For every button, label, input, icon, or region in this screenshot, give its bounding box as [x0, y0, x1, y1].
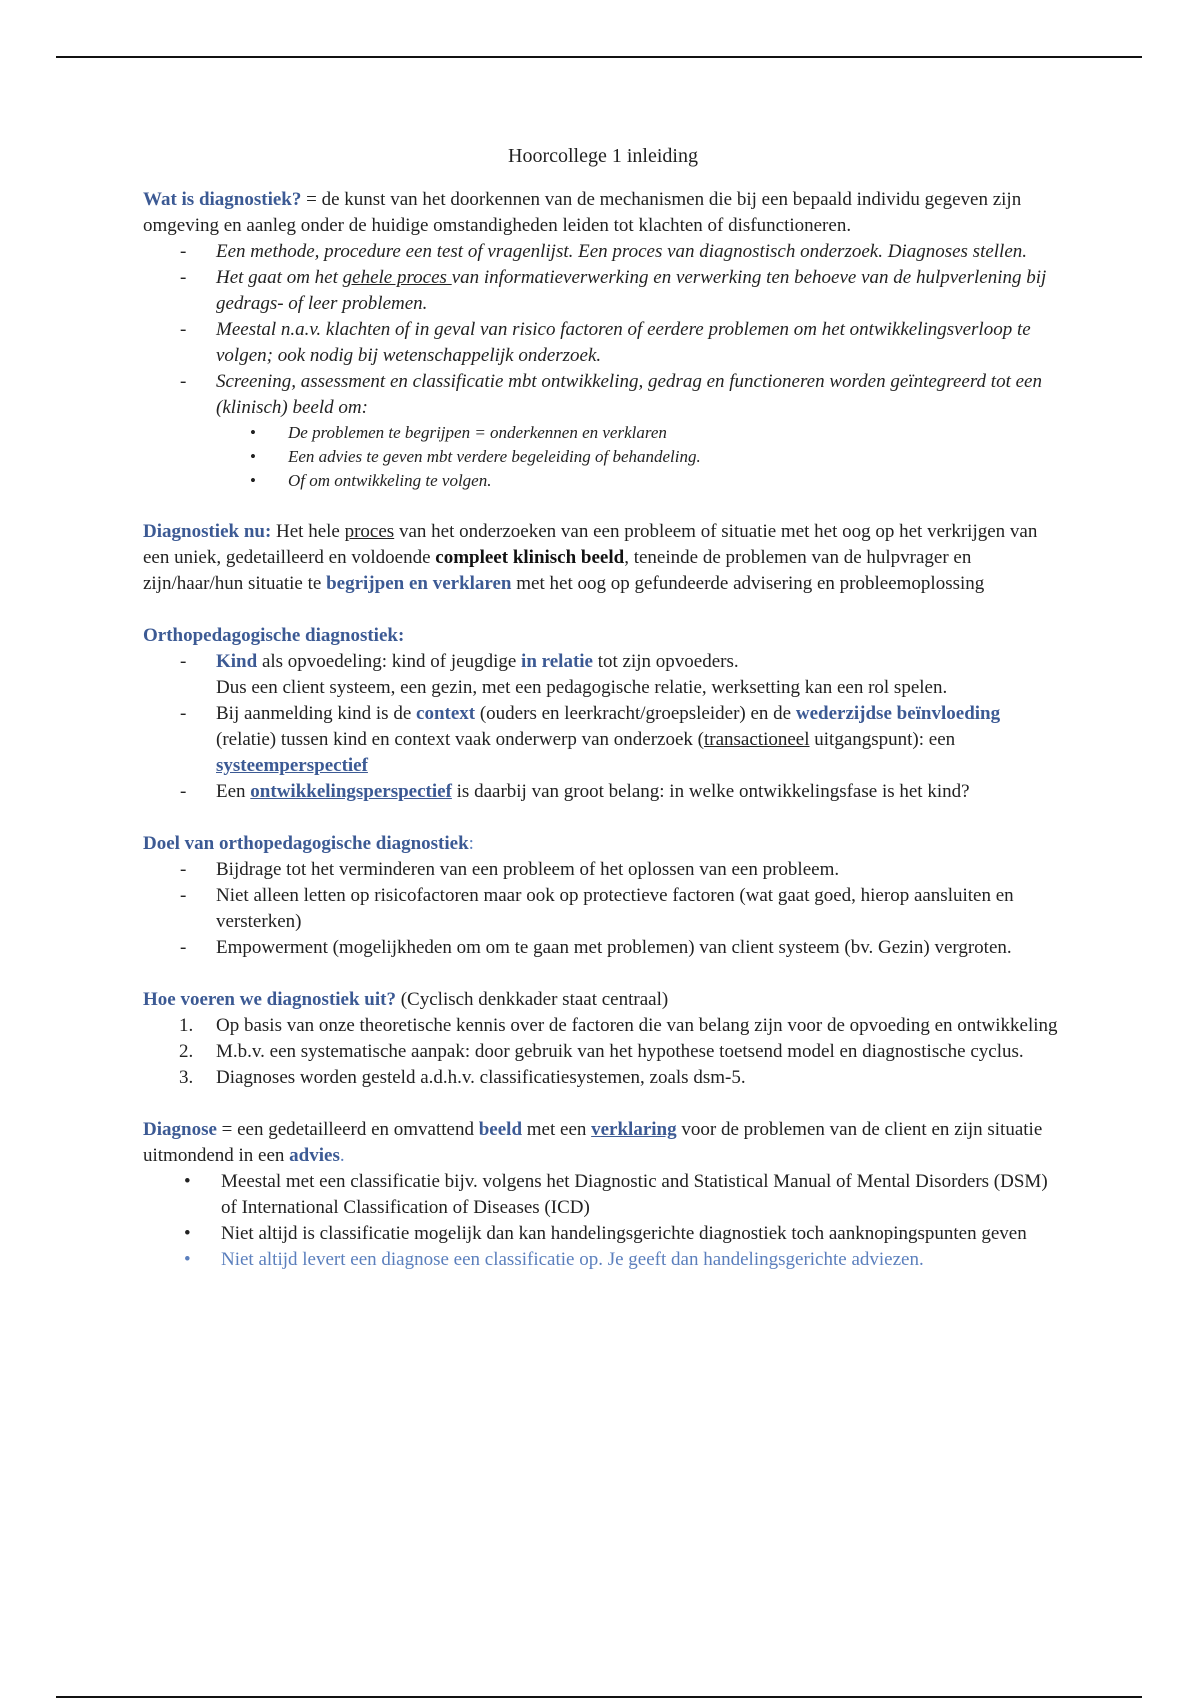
- text: tot zijn opvoeders.: [592, 651, 739, 672]
- list-item: [143, 1065, 1063, 1091]
- text: van het onderzoeken van een probleem of situatie met het oog op het verkrijgen van een uniek, gedetailleerd en voldoende: [143, 521, 1038, 568]
- list-item: - Bijdrage tot het verminderen van een probleem of het oplossen van een probleem.: [143, 857, 1063, 883]
- highlight-text: beeld: [478, 1119, 523, 1140]
- list-number: 1.: [179, 1015, 194, 1036]
- section-label: Hoe voeren we diagnostiek uit?: [143, 989, 396, 1010]
- text: is daarbij van groot belang: in welke ontwikkelingsfase is het kind?: [451, 781, 970, 802]
- text: met een: [522, 1119, 592, 1140]
- text: M.b.v. een systematische aanpak: door gebruik van het hypothese toetsend model en diagnostische cyclus.: [216, 1041, 1024, 1062]
- bold-text: compleet klinisch beeld: [435, 547, 625, 568]
- section-label: Orthopedagogische diagnostiek:: [143, 625, 405, 646]
- highlight-text: Kind: [216, 651, 258, 672]
- text: uitgangspunt): een: [809, 729, 956, 750]
- list-item: [143, 1013, 1063, 1039]
- text: .: [339, 1145, 345, 1166]
- highlight-text: in relatie: [521, 651, 593, 672]
- numbered-list: [143, 1013, 1063, 1091]
- dash-list: [143, 649, 1063, 805]
- text: met het oog op gefundeerde advisering en probleemoplossing: [511, 573, 985, 594]
- sub-list-item: • De problemen te begrijpen = onderkennen en verklaren: [143, 421, 1063, 445]
- list-item: - Screening, assessment en classificatie mbt ontwikkeling, gedrag en functioneren worden geïntegreerd tot een (klinisch) beeld om:: [143, 369, 1063, 421]
- section-diagnostiek-nu: [143, 519, 1063, 597]
- sub-list-item: • Of om ontwikkeling te volgen.: [143, 469, 1063, 493]
- section-label: Diagnostiek nu:: [143, 521, 272, 542]
- text: Het hele: [271, 521, 345, 542]
- list-item: - Een methode, procedure een test of vragenlijst. Een proces van diagnostisch onderzoek. Diagnoses stellen.: [143, 239, 1063, 265]
- text: (Cyclisch denkkader staat centraal): [395, 989, 669, 1010]
- paragraph: [143, 1117, 1063, 1169]
- section-doel: [143, 831, 1063, 961]
- highlight-text: context: [416, 703, 476, 724]
- text: Op basis van onze theoretische kennis over de factoren die van belang zijn voor de opvoeding en ontwikkeling: [216, 1015, 1058, 1036]
- text: als opvoedeling: kind of jeugdige: [257, 651, 522, 672]
- text: Het gaat om het: [216, 267, 343, 288]
- bullet-list: [143, 1169, 1063, 1273]
- list-item: - Meestal n.a.v. klachten of in geval van risico factoren of eerdere problemen om het ontwikkelingsverloop te volgen; ook nodig bij wetenschappelijk onderzoek.: [143, 317, 1063, 369]
- list-item: • Niet altijd is classificatie mogelijk dan kan handelingsgerichte diagnostiek toch aanknopingspunten geven: [143, 1221, 1063, 1247]
- text: (ouders en leerkracht/groepsleider) en de: [475, 703, 796, 724]
- bottom-rule: [56, 1696, 1142, 1698]
- list-item: [143, 701, 1063, 779]
- dash-list: [143, 239, 1063, 421]
- text: Bij aanmelding kind is de: [216, 703, 417, 724]
- section-label: Diagnose: [143, 1119, 217, 1140]
- text: Dus een client systeem, een gezin, met een pedagogische relatie, werksetting kan een rol spelen.: [216, 677, 948, 698]
- list-number: 2.: [179, 1041, 194, 1062]
- list-item: - Niet alleen letten op risicofactoren maar ook op protectieve factoren (wat gaat goed, hierop aansluiten en versterken): [143, 883, 1063, 935]
- section-heading: [143, 831, 1063, 857]
- list-item: • Niet altijd levert een diagnose een classificatie op. Je geeft dan handelingsgerichte adviezen.: [143, 1247, 1063, 1273]
- section-hoe-voeren: [143, 987, 1063, 1091]
- underlined-text: proces: [344, 521, 395, 542]
- section-label: Doel van orthopedagogische diagnostiek: [143, 833, 469, 854]
- section-wat-is-diagnostiek: [143, 187, 1063, 493]
- section-diagnose: [143, 1117, 1063, 1273]
- highlight-text: systeemperspectief: [216, 755, 368, 776]
- text: (relatie) tussen kind en context vaak onderwerp van onderzoek (: [216, 729, 704, 750]
- text: , teneinde de problemen van de hulpvrager en zijn/haar/hun situatie te: [143, 547, 972, 594]
- highlight-text: wederzijdse beïnvloeding: [795, 703, 1001, 724]
- underlined-text: transactioneel: [704, 729, 810, 750]
- list-item: [143, 265, 1063, 317]
- text: voor de problemen van de client en zijn situatie uitmondend in een: [143, 1119, 1043, 1166]
- colon: :: [468, 833, 474, 854]
- list-item: [143, 649, 1063, 701]
- document-page: [143, 143, 1063, 1299]
- list-item: - Empowerment (mogelijkheden om om te gaan met problemen) van client systeem (bv. Gezin) vergroten.: [143, 935, 1063, 961]
- text: = een gedetailleerd en omvattend: [216, 1119, 479, 1140]
- list-item: [143, 1039, 1063, 1065]
- top-rule: [56, 56, 1142, 58]
- text: van informatieverwerking en verwerking ten behoeve van de hulpverlening bij gedrags- of leer problemen.: [216, 267, 1047, 314]
- page-title: Hoorcollege 1 inleiding: [508, 145, 698, 167]
- sub-bullet-list: [143, 421, 1063, 493]
- definition-paragraph: [143, 187, 1063, 239]
- list-number: 3.: [179, 1067, 194, 1088]
- paragraph: [143, 519, 1063, 597]
- highlight-text: begrijpen en verklaren: [326, 573, 512, 594]
- sub-list-item: • Een advies te geven mbt verdere begeleiding of behandeling.: [143, 445, 1063, 469]
- highlight-text: ontwikkelingsperspectief: [250, 781, 452, 802]
- text: Diagnoses worden gesteld a.d.h.v. classificatiesystemen, zoals dsm-5.: [216, 1067, 746, 1088]
- text: Een: [216, 781, 251, 802]
- section-heading: [143, 987, 1063, 1013]
- section-orthopedagogische-diagnostiek: [143, 623, 1063, 805]
- section-label: Wat is diagnostiek?: [143, 189, 302, 210]
- highlight-text: advies: [289, 1145, 340, 1166]
- definition-text: = de kunst van het doorkennen van de mechanismen die bij een bepaald individu gegeven zijn omgeving en aanleg onder de huidige omstandigheden leiden tot klachten of disfunctioneren.: [143, 189, 1022, 236]
- underlined-text: gehele proces: [342, 267, 452, 288]
- highlight-text: verklaring: [591, 1119, 677, 1140]
- list-item: [143, 779, 1063, 805]
- dash-list: [143, 857, 1063, 961]
- list-item: • Meestal met een classificatie bijv. volgens het Diagnostic and Statistical Manual of Mental Disorders (DSM) of International Classification of Diseases (ICD): [143, 1169, 1063, 1221]
